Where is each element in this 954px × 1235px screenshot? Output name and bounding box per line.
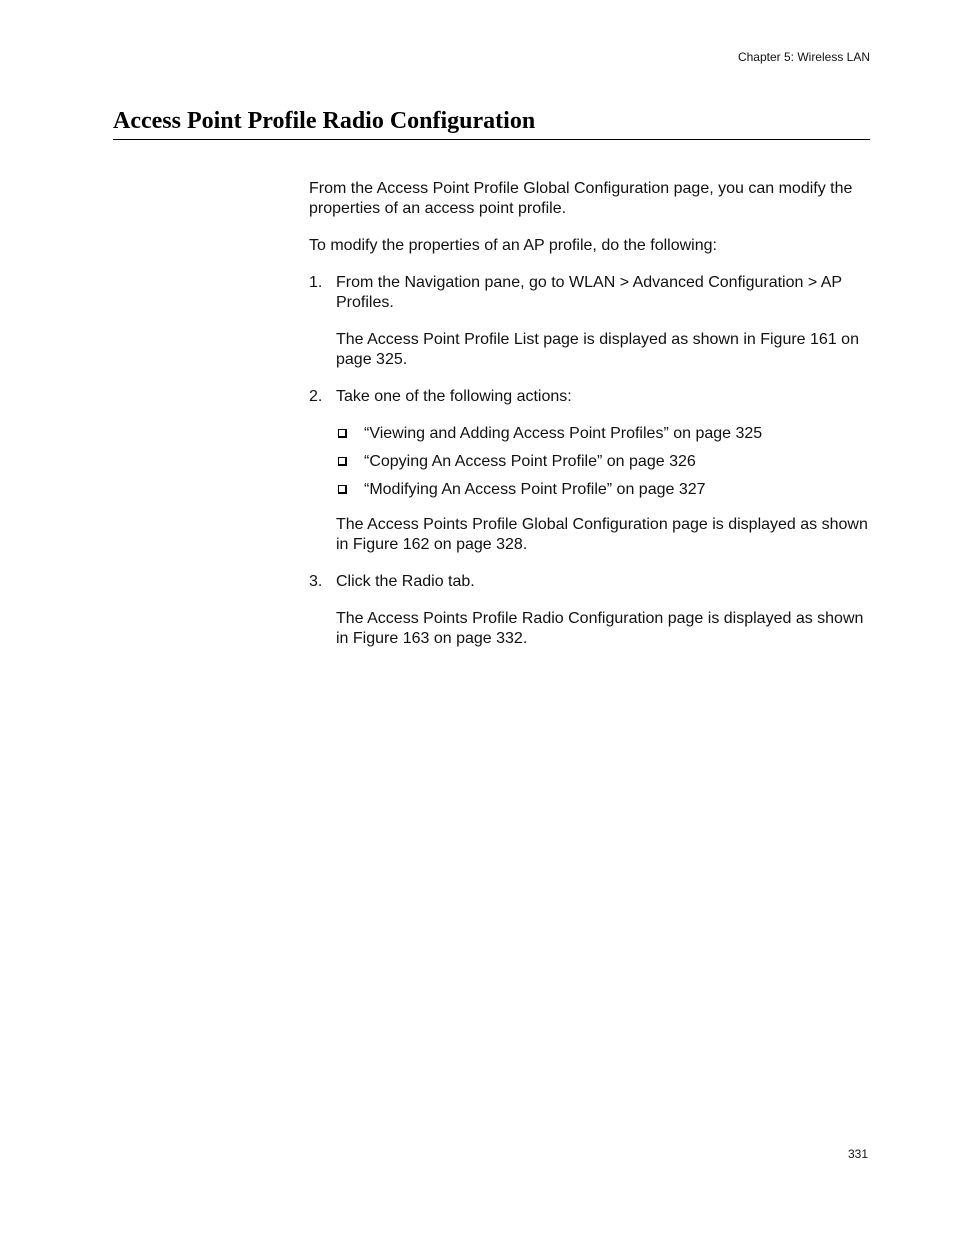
title-rule — [113, 139, 870, 140]
action-link-text: “Viewing and Adding Access Point Profiles” on page 325 — [364, 425, 763, 442]
step-number: 1. — [309, 274, 323, 291]
checkbox-bullet-icon — [338, 457, 347, 466]
step-2 — [309, 387, 871, 555]
step-note: The Access Point Profile List page is displayed as shown in Figure 161 on page 325. — [336, 331, 859, 368]
checkbox-bullet-icon — [338, 429, 347, 438]
action-list-item — [336, 424, 871, 444]
step-number: 3. — [309, 573, 323, 590]
step-text: Take one of the following actions: — [336, 388, 572, 405]
body-content — [309, 179, 871, 666]
action-list-item — [336, 452, 871, 472]
step-note: The Access Points Profile Radio Configuration page is displayed as shown in Figure 163 on page 332. — [336, 610, 864, 647]
intro-paragraph: From the Access Point Profile Global Configuration page, you can modify the properties of an access point profile. — [309, 180, 853, 217]
step-text: From the Navigation pane, go to WLAN > Advanced Configuration > AP Profiles. — [336, 274, 842, 311]
page-number: 331 — [847, 1147, 868, 1161]
action-list — [336, 424, 871, 500]
step-number: 2. — [309, 388, 323, 405]
step-1 — [309, 273, 871, 370]
section-title: Access Point Profile Radio Configuration — [113, 108, 536, 134]
action-list-item — [336, 480, 871, 500]
action-link-text: “Modifying An Access Point Profile” on page 327 — [364, 481, 706, 498]
step-text: Click the Radio tab. — [336, 573, 475, 590]
checkbox-bullet-icon — [338, 485, 347, 494]
step-note: The Access Points Profile Global Configuration page is displayed as shown in Figure 162 on page 328. — [336, 516, 868, 553]
instructions-lead-in: To modify the properties of an AP profile, do the following: — [309, 237, 717, 254]
running-header: Chapter 5: Wireless LAN — [737, 50, 870, 64]
step-3 — [309, 572, 871, 649]
action-link-text: “Copying An Access Point Profile” on page 326 — [364, 453, 696, 470]
